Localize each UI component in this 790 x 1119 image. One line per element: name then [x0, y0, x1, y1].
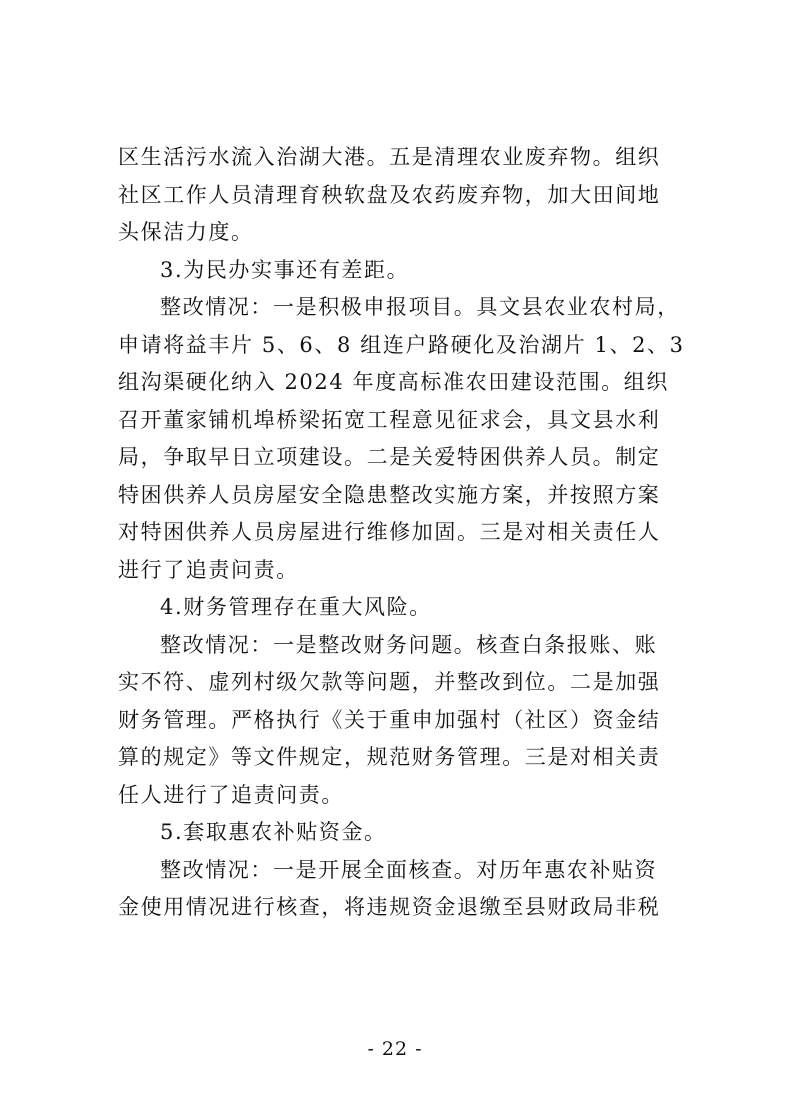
text-line: 金使用情况进行核查，将违规资金退缴至县财政局非税 [118, 895, 661, 919]
text-line: 召开董家铺机埠桥梁拓宽工程意见征求会，具文县水利 [118, 407, 661, 432]
text-line: 局，争取早日立项建设。二是关爱特困供养人员。制定 [118, 445, 661, 469]
page-number: - 22 - [367, 1038, 423, 1060]
text-line: 整改情况：一是整改财务问题。核查白条报账、账 [160, 632, 658, 657]
text-line: 特困供养人员房屋安全隐患整改实施方案，并按照方案 [118, 482, 661, 507]
text-line: 财务管理。严格执行《关于重申加强村（社区）资金结 [118, 707, 661, 732]
text-line: 进行了追责问责。 [118, 557, 299, 582]
text-line: 对特困供养人员房屋进行维修加固。三是对相关责任人 [118, 520, 661, 544]
text-line: 任人进行了追责问责。 [118, 782, 344, 807]
text-line: 社区工作人员清理育秧软盘及农药废弃物，加大田间地 [118, 182, 661, 207]
text-line: 整改情况：一是积极申报项目。具文县农业农村局， [160, 295, 680, 319]
section-heading-3: 3.为民办实事还有差距。 [160, 257, 410, 282]
text-line: 整改情况：一是开展全面核查。对历年惠农补贴资 [160, 857, 658, 882]
text-line: 区生活污水流入治湖大港。五是清理农业废弃物。组织 [118, 145, 661, 169]
body-text [118, 139, 685, 927]
text-line: 实不符、虚列村级欠款等问题，并整改到位。二是加强 [118, 670, 661, 694]
text-line: 申请将益丰片 5、6、8 组连户路硬化及治湖片 1、2、3 [118, 332, 685, 357]
text-line: 组沟渠硬化纳入 2024 年度高标准农田建设范围。组织 [118, 370, 669, 394]
text-line: 算的规定》等文件规定，规范财务管理。三是对相关责 [118, 745, 661, 769]
text-line: 头保洁力度。 [118, 220, 254, 244]
section-heading-5: 5.套取惠农补贴资金。 [160, 820, 387, 844]
section-heading-4: 4.财务管理存在重大风险。 [160, 595, 432, 619]
